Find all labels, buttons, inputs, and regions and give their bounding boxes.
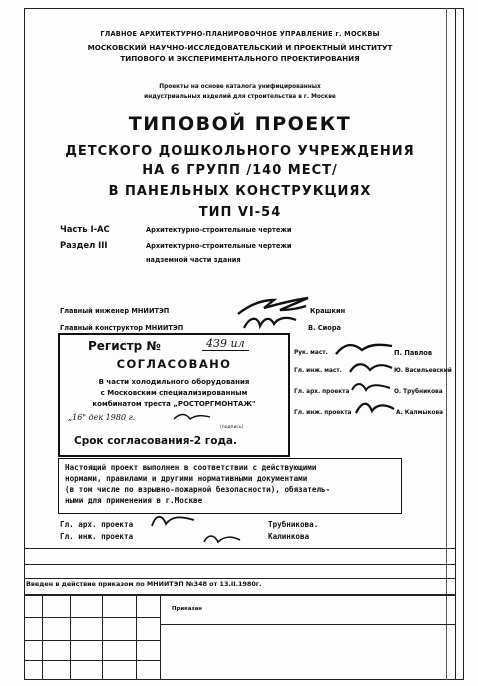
- title-line1: ДЕТСКОГО ДОШКОЛЬНОГО УЧРЕЖДЕНИЯ: [65, 144, 415, 159]
- part-label: Часть I-АС: [60, 224, 110, 234]
- order-text: Введен в действие приказом по МНИИТЭП №348 от 13.II.1980г.: [26, 580, 262, 588]
- chief-architect-label: Гл. арх. проекта: [294, 389, 350, 395]
- institute-line2: ТИПОВОГО И ЭКСПЕРИМЕНТАЛЬНОГО ПРОЕКТИРОВАНИЯ: [120, 54, 360, 63]
- right-border-line: [455, 8, 456, 680]
- head-workshop-signature: [334, 340, 394, 358]
- section-label: Раздел III: [60, 240, 108, 250]
- note-line2: нормами, правилами и другими нормативными документами: [65, 474, 308, 483]
- approval-term: Срок согласования-2 года.: [74, 435, 238, 447]
- title-line3: В ПАНЕЛЬНЫХ КОНСТРУКЦИЯХ: [108, 184, 372, 199]
- stamp-line1: В части холодильного оборудования: [98, 378, 250, 386]
- compliance-note: [58, 458, 402, 514]
- stamp-line3: комбинатом треста „РОСТОРГМОНТАЖ": [92, 400, 256, 408]
- signer-eng-name: Калинкова: [268, 532, 310, 541]
- register-number: 439 ил: [202, 337, 249, 351]
- project-title: ТИПОВОЙ ПРОЕКТ: [128, 113, 352, 135]
- chief-engineer-label: Главный инженер МНИИТЭП: [60, 307, 170, 315]
- chief-engineer-project-name: А. Калмыкова: [396, 410, 444, 416]
- table-row-line-2: [24, 640, 160, 641]
- table-row-line-3: [24, 660, 160, 661]
- chief-specialist-name: Ю. Васильевский: [394, 368, 452, 374]
- signer-eng-label: Гл. инж. проекта: [60, 532, 134, 541]
- table-col-line-4: [136, 594, 137, 680]
- stamp-date: „16" дек 1980 г.: [68, 413, 136, 422]
- chief-engineer-project-signature: [354, 399, 396, 417]
- note-line1: Настоящий проект выполнен в соответствии с действующими: [65, 463, 317, 472]
- institute-line1: МОСКОВСКИЙ НАУЧНО-ИССЛЕДОВАТЕЛЬСКИЙ И ПРОЕКТНЫЙ ИНСТИТУТ: [87, 43, 393, 52]
- approved-label: Приказан: [172, 606, 202, 612]
- chief-designer-label: Главный конструктор МНИИТЭП: [60, 324, 184, 332]
- chief-engineer-project-label: Гл. инж. проекта: [294, 410, 352, 416]
- section-text1: Архитектурно-строительные чертежи: [146, 242, 292, 250]
- table-row-line-1: [24, 617, 160, 618]
- ministry-title: ГЛАВНОЕ АРХИТЕКТУРНО-ПЛАНИРОВОЧНОЕ УПРАВЛЕНИЕ г. МОСКВЫ: [100, 30, 380, 38]
- chief-designer-name: В. Сиора: [308, 324, 341, 332]
- stamp-line2: с Московским специализированным: [100, 389, 248, 397]
- table-col-line-5: [160, 594, 161, 680]
- chief-designer-signature: [240, 312, 300, 334]
- right-inner-line: [446, 8, 447, 680]
- head-workshop-label: Рук. маст.: [294, 350, 328, 356]
- head-workshop-name: П. Павлов: [394, 349, 432, 357]
- title-line2: НА 6 ГРУПП /140 МЕСТ/: [142, 163, 338, 178]
- register-label: Регистр №: [88, 339, 161, 353]
- signature-note: (подпись): [220, 425, 244, 430]
- signer-arch-name: Трубникова.: [268, 520, 319, 529]
- footer-line-1: [24, 548, 455, 549]
- part-text: Архитектурно-строительные чертежи: [146, 226, 292, 234]
- table-row-line-4: [160, 624, 455, 625]
- footer-line-2: [24, 564, 455, 565]
- chief-specialist-label: Гл. инж. маст.: [294, 368, 342, 374]
- chief-architect-name: О. Трубникова: [394, 389, 443, 395]
- chief-engineer-name: Крашкин: [310, 307, 346, 315]
- note-line4: ными для применения в г.Москве: [65, 496, 203, 505]
- catalog-line1: Проекты на основе каталога унифицированных: [159, 84, 321, 90]
- stamp-signature: [172, 411, 212, 423]
- note-line3: (в том числе по взрывно-пожарной безопасности), обязатель-: [65, 485, 331, 494]
- project-type: ТИП VI-54: [198, 205, 282, 220]
- table-top-line: [24, 594, 455, 596]
- chief-specialist-signature: [348, 360, 394, 376]
- section-text2: надземной части здания: [146, 256, 241, 264]
- footer-line-3: [24, 578, 455, 579]
- approval-stamp: [58, 333, 290, 457]
- catalog-line2: индустриальных изделий для строительства в г. Москве: [144, 94, 336, 100]
- table-col-line-1: [42, 594, 43, 680]
- table-col-line-3: [102, 594, 103, 680]
- signer-arch-label: Гл. арх. проекта: [60, 520, 134, 529]
- agreed-title: СОГЛАСОВАНО: [116, 357, 232, 371]
- signer-arch-signature: [150, 512, 196, 530]
- signer-eng-signature: [202, 530, 242, 546]
- table-col-line-2: [70, 594, 71, 680]
- chief-architect-signature: [350, 380, 392, 396]
